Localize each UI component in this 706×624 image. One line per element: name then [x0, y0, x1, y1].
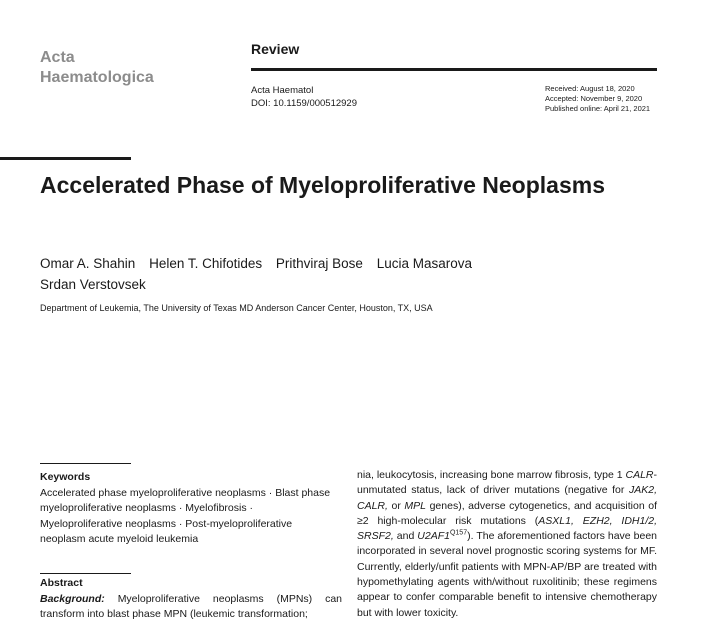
- doi-link[interactable]: DOI: 10.1159/000512929: [251, 98, 357, 109]
- affiliation: Department of Leukemia, The University of Texas MD Anderson Cancer Center, Houston, TX, USA: [40, 303, 433, 313]
- author[interactable]: Lucia Masarova: [376, 256, 473, 271]
- text-run: and: [393, 530, 418, 543]
- keywords-text: Accelerated phase myeloproliferative neoplasms · Blast phase myeloproliferative neoplasms · Myelofibrosis · Myeloproliferative neoplasms · Post-myeloproliferative neoplasm acute myeloid leukemia: [40, 487, 331, 545]
- text-run: nia, leukocytosis, increasing bone marrow fibrosis, type 1: [357, 469, 626, 481]
- author[interactable]: Omar A. Shahin: [40, 256, 136, 271]
- citation-block: [251, 84, 357, 110]
- journal-name-line2: Haematologica: [40, 69, 154, 86]
- abstract-heading: Abstract: [40, 577, 83, 589]
- abstract-text-right: [357, 468, 657, 621]
- keywords-heading: Keywords: [40, 471, 91, 483]
- abstract-divider: [40, 573, 131, 574]
- text-run: -unmutated status, lack of driver mutations (negative for: [357, 469, 657, 497]
- gene-superscript: Q157: [449, 529, 468, 537]
- keywords-divider: [40, 463, 131, 464]
- accepted-date: Accepted: November 9, 2020: [545, 94, 643, 103]
- text-run: or: [387, 499, 405, 512]
- abstract-text-left: [40, 592, 342, 623]
- header-divider: [251, 68, 657, 71]
- author-list: [40, 253, 540, 295]
- article-title: Accelerated Phase of Myeloproliferative Neoplasms: [40, 172, 605, 198]
- journal-name: [40, 48, 154, 88]
- received-date: Received: August 18, 2020: [545, 84, 635, 93]
- gene-name: MPL: [404, 499, 427, 512]
- gene-name: U2AF1: [417, 530, 450, 543]
- gene-name: JAK2, CALR,: [357, 484, 657, 512]
- text-run: genes), adverse cytogenetics, and acquisition of ≥2 high-molecular risk mutations (: [357, 499, 657, 527]
- author[interactable]: Srdan Verstovsek: [40, 277, 146, 292]
- text-run: ). The aforementioned factors have been incorporated in several novel prognostic scoring systems for MF. Currently, elderly/unfit patients with MPN-AP/BP are treated with hypomethylating agents with/without ruxolitinib; these regimens appear to confer comparable benefit to intensive chemotherapy but with lower toxicity.: [357, 530, 657, 619]
- journal-name-line1: Acta: [40, 49, 75, 66]
- author[interactable]: Helen T. Chifotides: [149, 256, 263, 271]
- background-text: Myeloproliferative neoplasms (MPNs) can transform into blast phase MPN (leukemic transformation;: [40, 593, 342, 621]
- dates-block: [545, 84, 650, 114]
- section-label: Review: [251, 41, 300, 57]
- citation-journal: Acta Haematol: [251, 85, 314, 96]
- author[interactable]: Prithviraj Bose: [275, 256, 363, 271]
- gene-name: CALR: [625, 469, 654, 481]
- gene-name: ASXL1, EZH2, IDH1/2, SRSF2,: [357, 514, 657, 543]
- published-date: Published online: April 21, 2021: [545, 104, 651, 113]
- background-label: Background:: [40, 593, 105, 605]
- title-divider: [0, 157, 131, 160]
